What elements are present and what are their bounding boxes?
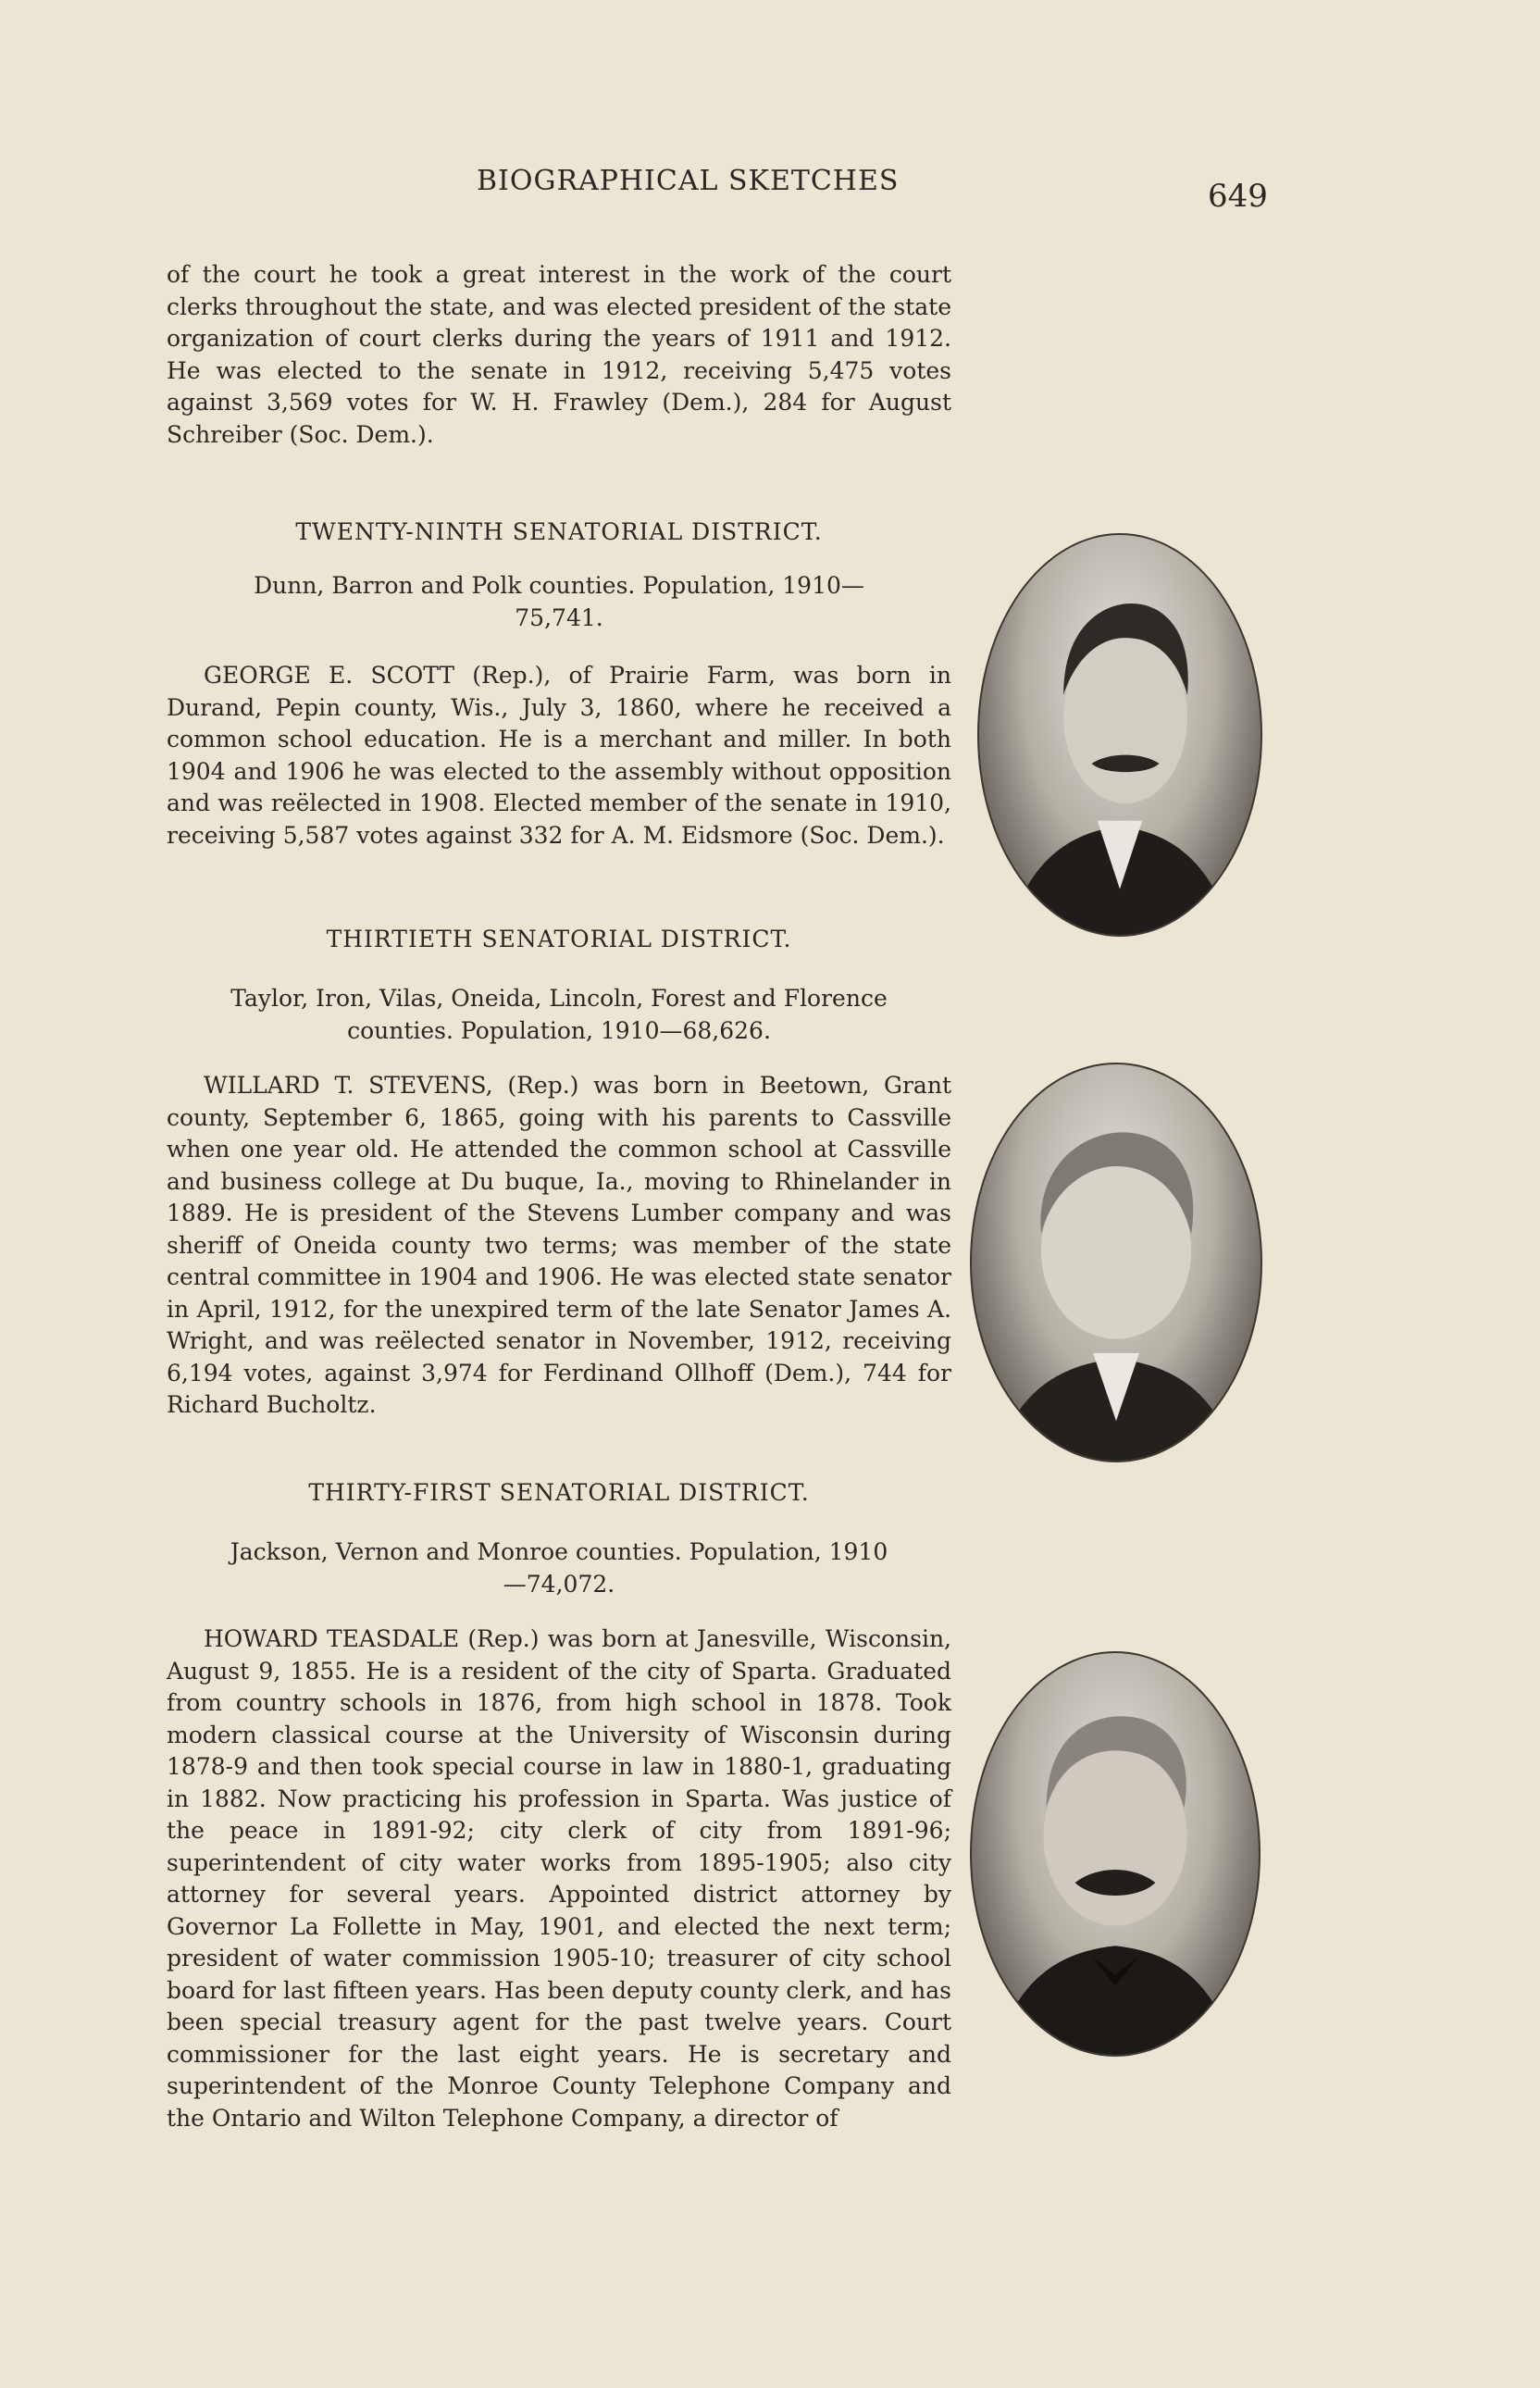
portrait-photo-stevens <box>970 1063 1262 1462</box>
district-counties-30 <box>167 983 951 1047</box>
intro-text: of the court he took a great interest in the work of the court clerks throughout the state, and was elected president of the state organization of court clerks during the years of 1911 and 1912. He was elected to the senate in 1912, receiving 5,475 votes against 3,569 votes for W. H. Frawley (Dem.), 284 for August Schreiber (Soc. Dem.). <box>167 261 951 448</box>
bio-teasdale <box>167 1623 951 2134</box>
counties-line: Taylor, Iron, Vilas, Oneida, Lincoln, Forest and Florence <box>230 985 888 1012</box>
page-number: 649 <box>1208 178 1268 215</box>
district-counties-29 <box>167 570 951 634</box>
district-heading-29: TWENTY-NINTH SENATORIAL DISTRICT. <box>295 518 823 545</box>
district-heading-30: THIRTIETH SENATORIAL DISTRICT. <box>326 926 792 952</box>
counties-line: Jackson, Vernon and Monroe counties. Population, 1910 <box>230 1538 888 1565</box>
bio-text: WILLARD T. STEVENS, (Rep.) was born in Beetown, Grant county, September 6, 1865, going with his parents to Cassville when one year old. He attended the common school at Cassville and business college at Du buque, Ia., moving to Rhinelander in 1889. He is president of the Stevens Lumber company and was sheriff of Oneida county two terms; was member of the state central committee in 1904 and 1906. He was elected state senator in April, 1912, for the unexpired term of the late Senator James A. Wright, and was reëlected senator in November, 1912, receiving 6,194 votes, against 3,974 for Ferdinand Ollhoff (Dem.), 744 for Richard Bucholtz. <box>167 1072 951 1418</box>
running-head: BIOGRAPHICAL SKETCHES <box>477 165 900 197</box>
counties-line: Dunn, Barron and Polk counties. Population, 1910— <box>254 572 864 599</box>
bio-stevens <box>167 1070 951 1422</box>
portrait-photo-scott <box>977 533 1262 937</box>
district-counties-31 <box>167 1536 951 1600</box>
population-line: —74,072. <box>503 1570 615 1598</box>
portrait-photo-teasdale <box>970 1651 1261 2057</box>
population-line: counties. Population, 1910—68,626. <box>347 1016 771 1044</box>
bio-text: HOWARD TEASDALE (Rep.) was born at Janesville, Wisconsin, August 9, 1855. He is a resident of the city of Sparta. Graduated from country schools in 1876, from high school in 1878. Took modern classical course at the University of Wisconsin during 1878-9 and then took special course in law in 1880-1, graduating in 1882. Now practicing his profession in Sparta. Was justice of the peace in 1891-92; city clerk of city from 1891-96; superintendent of city water works from 1895-1905; also city attorney for several years. Appointed district attorney by Governor La Follette in May, 1901, and elected the next term; president of water commission 1905-10; treasurer of city school board for last fifteen years. Has been deputy county clerk, and has been special treasury agent for the past twelve years. Court commissioner for the last eight years. He is secretary and superintendent of the Monroe County Telephone Company and the Ontario and Wilton Telephone Company, a director of <box>167 1625 951 2132</box>
bio-scott <box>167 660 951 852</box>
intro-paragraph <box>167 259 951 451</box>
bio-text: GEORGE E. SCOTT (Rep.), of Prairie Farm, was born in Durand, Pepin county, Wis., July 3, 1860, where he received a common school education. He is a merchant and miller. In both 1904 and 1906 he was elected to the assembly without opposition and was reëlected in 1908. Elected member of the senate in 1910, receiving 5,587 votes against 332 for A. M. Eidsmore (Soc. Dem.). <box>167 662 951 849</box>
district-heading-31: THIRTY-FIRST SENATORIAL DISTRICT. <box>308 1479 810 1506</box>
population-line: 75,741. <box>515 603 603 631</box>
